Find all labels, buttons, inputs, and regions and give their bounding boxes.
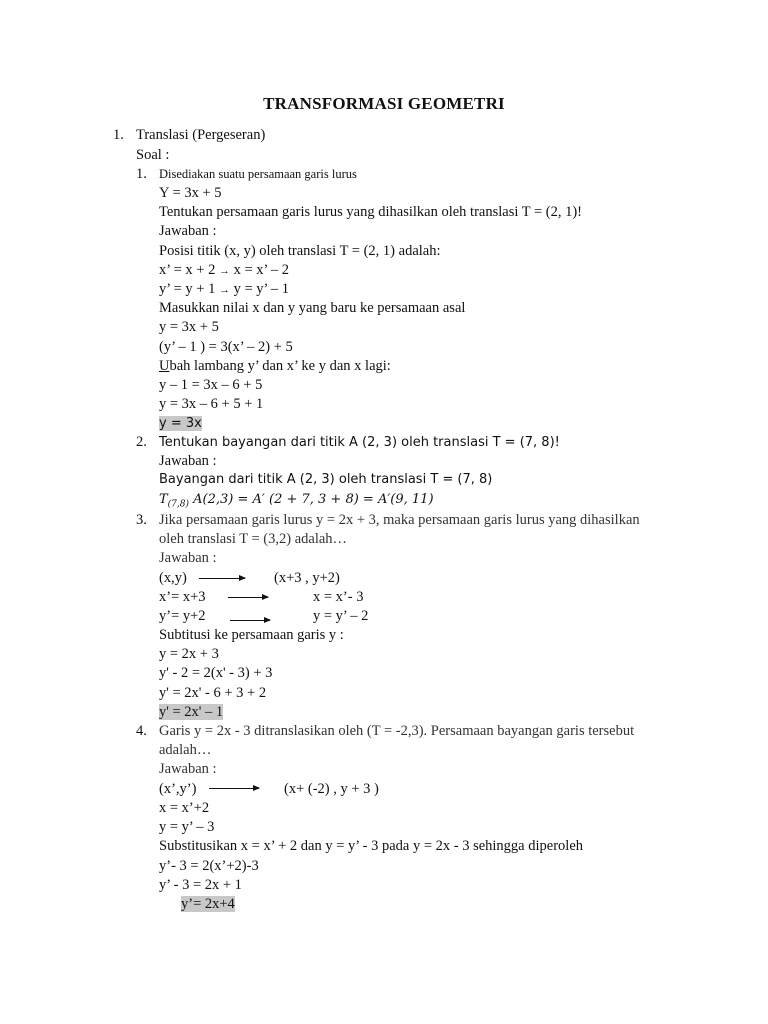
problem-1-line <box>159 261 289 280</box>
problem-3-result <box>159 703 223 722</box>
problem-1-line: Masukkan nilai x dan y yang baru ke persamaan asal <box>159 300 466 316</box>
problem-1-line: y = 3x – 6 + 5 + 1 <box>159 396 264 412</box>
problem-2-answer-label: Jawaban : <box>159 453 217 469</box>
problem-3-answer-label: Jawaban : <box>159 550 217 566</box>
problem-4-number: 4. <box>136 723 147 739</box>
mapping-left: (x’,y’) <box>159 781 197 797</box>
problem-1-question: Tentukan persamaan garis lurus yang dihasilkan oleh translasi T = (2, 1)! <box>159 204 582 220</box>
section-heading: Translasi (Pergeseran) <box>136 127 266 143</box>
equation-text: y = y’ – 1 <box>233 281 290 297</box>
problem-3-line: y' = 2x' - 6 + 3 + 2 <box>159 685 267 701</box>
equation-text: x’ = x + 2 <box>159 262 216 278</box>
problem-3-question: oleh translasi T = (3,2) adalah… <box>159 531 348 547</box>
problem-1-line: y = 3x + 5 <box>159 319 219 335</box>
section-number: 1. <box>113 127 124 143</box>
problem-1-answer-label: Jawaban : <box>159 223 217 239</box>
right-arrow-icon: → <box>218 265 230 277</box>
problem-1-line <box>159 280 289 299</box>
problem-2-line: Bayangan dari titik A (2, 3) oleh translasi T = (7, 8) <box>159 472 493 487</box>
substitution-label: Subtitusi ke persamaan garis y : <box>159 627 344 643</box>
y-right: y = y’ – 2 <box>313 608 369 624</box>
arrow-icon <box>230 620 270 621</box>
problem-2-number: 2. <box>136 434 147 450</box>
problem-4-line: y’- 3 = 2(x’+2)-3 <box>159 858 259 874</box>
line-text: bah lambang y’ dan x’ ke y dan x lagi: <box>169 358 391 374</box>
problem-1-line: y – 1 = 3x – 6 + 5 <box>159 377 263 393</box>
problem-4-question: adalah… <box>159 742 212 758</box>
problem-1-number: 1. <box>136 166 147 182</box>
problem-1-line: Posisi titik (x, y) oleh translasi T = (2, 1) adalah: <box>159 243 441 259</box>
x-left: x’= x+3 <box>159 589 206 605</box>
formula-rest: A(2,3) = A′ (2 + 7, 3 + 8) = A′(9, 11) <box>193 492 434 507</box>
problem-1-equation: Y = 3x + 5 <box>159 185 222 201</box>
problem-4-result <box>181 895 235 914</box>
soal-label: Soal : <box>136 147 170 163</box>
problem-4-question: Garis y = 2x - 3 ditranslasikan oleh (T = -2,3). Persamaan bayangan garis tersebut <box>159 723 635 739</box>
problem-1-line <box>159 357 391 376</box>
highlighted-result: y’= 2x+4 <box>181 896 235 912</box>
problem-2-question: Tentukan bayangan dari titik A (2, 3) oleh translasi T = (7, 8)! <box>159 435 560 450</box>
problem-3-line: y' - 2 = 2(x' - 3) + 3 <box>159 665 273 681</box>
mapping-left: (x,y) <box>159 570 187 586</box>
problem-4-answer-label: Jawaban : <box>159 761 217 777</box>
problem-4-line: y = y’ – 3 <box>159 819 215 835</box>
problem-1-line: (y’ – 1 ) = 3(x’ – 2) + 5 <box>159 339 293 355</box>
problem-3-question: Jika persamaan garis lurus y = 2x + 3, maka persamaan garis lurus yang dihasilkan <box>159 512 640 528</box>
equation-text: x = x’ – 2 <box>233 262 290 278</box>
problem-4-line: Substitusikan x = x’ + 2 dan y = y’ - 3 pada y = 2x - 3 sehingga diperoleh <box>159 838 584 854</box>
highlighted-result: y' = 2x' – 1 <box>159 704 224 720</box>
underlined-letter: U <box>159 358 170 374</box>
x-right: x = x’- 3 <box>313 589 364 605</box>
equation-text: y’ = y + 1 <box>159 281 216 297</box>
arrow-icon <box>228 597 268 598</box>
right-arrow-icon: → <box>218 284 230 296</box>
formula-t: T <box>159 492 168 507</box>
y-left: y’= y+2 <box>159 608 206 624</box>
problem-4-line: x = x’+2 <box>159 800 210 816</box>
problem-2-formula <box>159 490 434 509</box>
page-title: TRANSFORMASI GEOMETRI <box>263 94 505 113</box>
problem-1-intro: Disediakan suatu persamaan garis lurus <box>159 167 357 181</box>
formula-subscript: (7,8) <box>167 499 190 510</box>
mapping-right: (x+3 , y+2) <box>274 570 340 586</box>
mapping-right: (x+ (-2) , y + 3 ) <box>284 781 379 797</box>
problem-3-line: y = 2x + 3 <box>159 646 219 662</box>
arrow-icon <box>199 578 245 579</box>
problem-1-result <box>159 414 202 433</box>
arrow-icon <box>209 788 259 789</box>
problem-3-number: 3. <box>136 512 147 528</box>
problem-4-line: y’ - 3 = 2x + 1 <box>159 877 242 893</box>
highlighted-result: y = 3x <box>159 416 202 431</box>
